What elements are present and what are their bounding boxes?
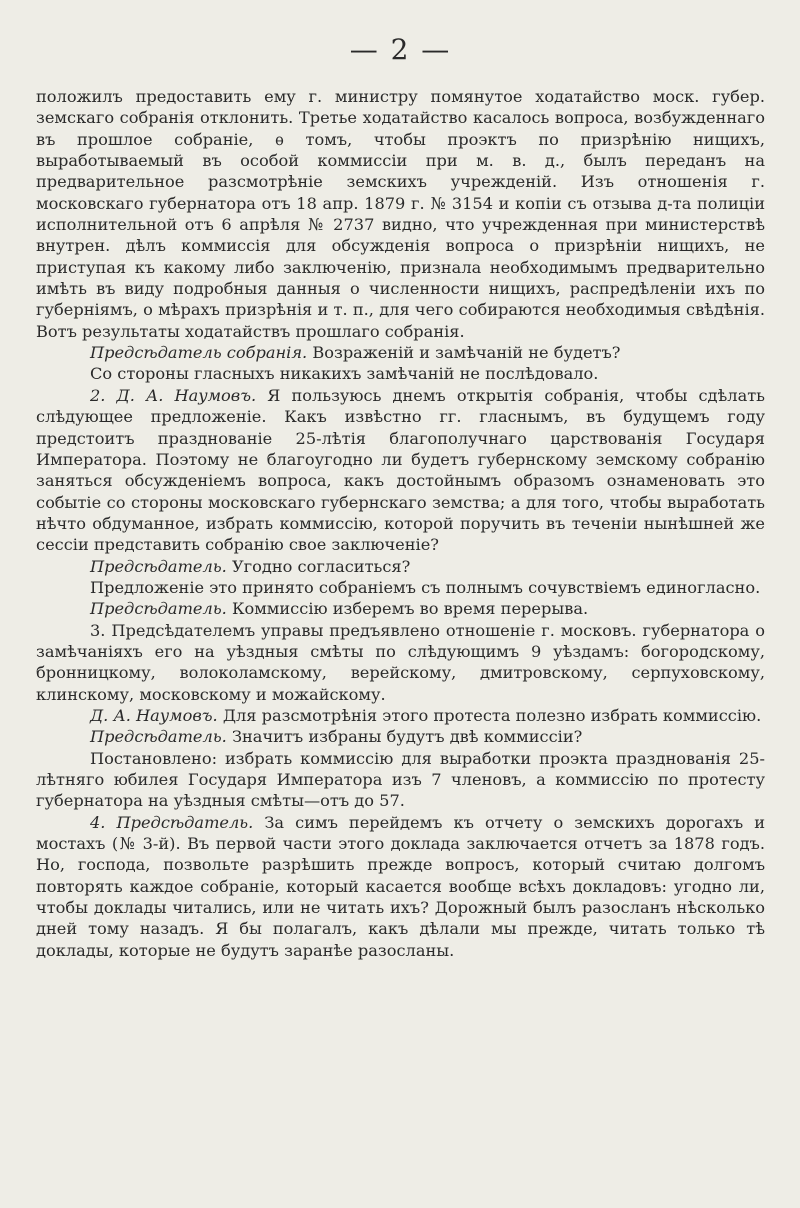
paragraph xyxy=(36,385,765,556)
paragraph-text: Предложеніе это принято собраніемъ съ полнымъ сочувствіемъ единогласно. xyxy=(90,577,761,597)
paragraph xyxy=(36,363,765,384)
paragraph-text: За симъ перейдемъ къ отчету о земскихъ дорогахъ и мостахъ (№ 3-й). Въ первой части этого доклада заключается отчетъ за 1878 годъ. Но, господа, позвольте разрѣшить прежде вопросъ, который считаю долгомъ повторять каждое собраніе, который касается вообще всѣхъ докладовъ: угодно ли, чтобы доклады читались, или не читать ихъ? Дорожный былъ разосланъ нѣсколько дней тому назадъ. Я бы полагалъ, какъ дѣлали мы прежде, читать только тѣ доклады, которые не будутъ заранѣе разосланы. xyxy=(36,812,765,960)
paragraph xyxy=(36,342,765,363)
speaker-label: Предсѣдатель. xyxy=(90,727,227,747)
page-number: — 2 — xyxy=(349,33,452,66)
speaker-label: 4. Предсѣдатель. xyxy=(90,812,254,832)
paragraph xyxy=(36,705,765,726)
paragraph-text: положилъ предоставить ему г. министру помянутое ходатайство моск. губер. земскаго собранія отклонить. Третье ходатайство касалось вопроса, возбужденнаго въ прошлое собраніе, ѳ томъ, чтобы проэктъ по призрѣнію нищихъ, выработываемый въ особой коммиссіи при м. в. д., былъ переданъ на предварительное разсмотрѣніе земскихъ учрежденій. Изъ отношенія г. московскаго губернатора отъ 18 апр. 1879 г. № 3154 и копіи съ отзыва д-та полиціи исполнительной отъ 6 апрѣля № 2737 видно, что учрежденная при министерствѣ внутрен. дѣлъ коммиссія для обсужденія вопроса о призрѣніи нищихъ, не приступая къ какому либо заключенію, признала необходимымъ предварительно имѣть въ виду подробныя данныя о численности нищихъ, распредѣленіи ихъ по губерніямъ, о мѣрахъ призрѣнія и т. п., для чего собираются необходимыя свѣдѣнія. Вотъ результаты ходатайствъ прошлаго собранія. xyxy=(36,87,765,341)
paragraph xyxy=(36,577,765,598)
paragraph-text: Коммиссію изберемъ во время перерыва. xyxy=(231,599,589,619)
speaker-label: 2. Д. А. Наумовъ. xyxy=(90,385,257,405)
speaker-label: Д. А. Наумовъ. xyxy=(90,705,218,725)
speaker-label: Предсѣдатель. xyxy=(90,599,227,619)
paragraph xyxy=(36,726,765,747)
paragraph xyxy=(36,598,765,619)
speaker-label: Предсѣдатель. xyxy=(90,556,227,576)
paragraph-text: 3. Предсѣдателемъ управы предъявлено отношеніе г. московъ. губернатора о замѣчаніяхъ его на уѣздныя смѣты по слѣдующимъ 9 уѣздамъ: богородскому, бронницкому, волоколамскому, верейскому, дмитровскому, серпуховскому, клинскому, московскому и можайскому. xyxy=(36,620,765,704)
paragraph-text: Постановлено: избрать коммиссію для выработки проэкта празднованія 25-лѣтняго юбилея Государя Императора изъ 7 членовъ, а коммиссію по протесту губернатора на уѣздныя смѣты—отъ до 57. xyxy=(36,748,765,811)
paragraph-text: Я пользуюсь днемъ открытія собранія, чтобы сдѣлать слѣдующее предложеніе. Какъ извѣстно гг. гласнымъ, въ будущемъ году предстоитъ празднованіе 25-лѣтія благополучнаго царствованія Государя Императора. Поэтому не благоугодно ли будетъ губернскому земскому собранію заняться обсужденіемъ вопроса, какъ достойнымъ образомъ ознаменовать это событіе со стороны московскаго губернскаго земства; а для того, чтобы выработать нѣчто обдуманное, избрать коммиссію, которой поручить въ теченіи нынѣшней же сессіи представить собранію свое заключеніе? xyxy=(36,385,765,555)
paragraph-text: Возраженій и замѣчаній не будетъ? xyxy=(312,343,621,363)
paragraph xyxy=(36,748,765,812)
paragraph-text: Со стороны гласныхъ никакихъ замѣчаній не послѣдовало. xyxy=(90,364,599,384)
paragraph xyxy=(36,86,765,342)
paragraph-text: Для разсмотрѣнія этого протеста полезно избрать коммиссію. xyxy=(222,705,762,725)
speaker-label: Предсѣдатель собранія. xyxy=(90,343,308,363)
paragraph-text: Значитъ избраны будутъ двѣ коммиссіи? xyxy=(231,727,583,747)
paragraph xyxy=(36,620,765,705)
paragraph-text: Угодно согласиться? xyxy=(231,556,411,576)
paragraph xyxy=(36,556,765,577)
paragraph xyxy=(36,812,765,961)
